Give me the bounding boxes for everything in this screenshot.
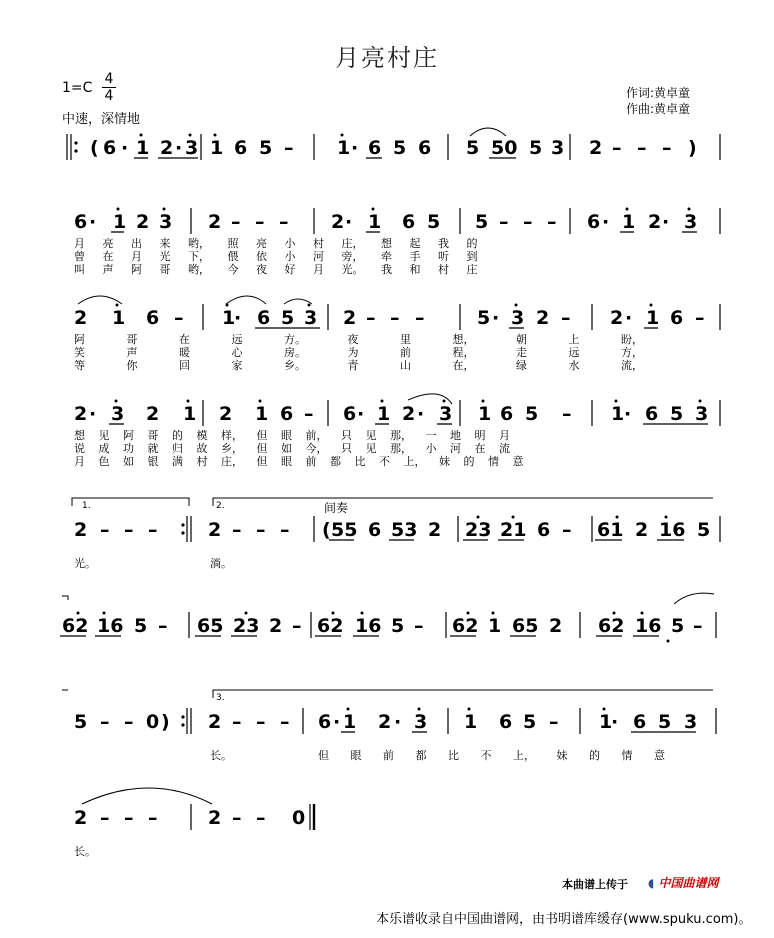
lyric-line: 说 成 功 就 归 故 乡， 但 如 今， 只 见 那， 小 河 在 流 (74, 442, 510, 455)
note: – (284, 137, 294, 159)
note: 1 (183, 403, 197, 425)
note: 3 (159, 211, 173, 233)
note: 16 (659, 519, 686, 541)
note: 2 (74, 403, 88, 425)
note: 2 (610, 307, 624, 329)
note: – (390, 307, 400, 329)
note: 62 (62, 615, 89, 637)
note: 6 (318, 711, 332, 733)
note: 6 (234, 137, 248, 159)
note: 5 (281, 307, 295, 329)
note: – (256, 519, 266, 541)
note: – (366, 307, 376, 329)
note: – (523, 211, 533, 233)
lyric-line: 但 眼 前 都 比 不 上， 妹 的 情 意 (318, 749, 665, 762)
note: · (602, 211, 610, 233)
note: 1 (478, 403, 492, 425)
note: 6 (587, 211, 601, 233)
note: 2 (331, 211, 345, 233)
note: 2 (208, 519, 222, 541)
lyric-line: 叫 声 阿 哥 哟， 今 夜 好 月 光。 我 和 村 庄 (74, 263, 478, 276)
note: 2 (269, 615, 283, 637)
note: 5 (658, 711, 672, 733)
note: 2 (208, 807, 222, 829)
note: 2 (208, 211, 222, 233)
note: 2 (402, 403, 416, 425)
note: 2 (428, 519, 442, 541)
note: – (124, 519, 134, 541)
note: 2 (635, 519, 649, 541)
note: 2 (549, 615, 563, 637)
note: 61 (597, 519, 624, 541)
note: 3 (695, 403, 709, 425)
note: 2 (589, 137, 603, 159)
note: – (415, 307, 425, 329)
note: 1 (337, 137, 351, 159)
note: · (89, 403, 97, 425)
note: 2 (136, 211, 150, 233)
note: 16 (355, 615, 382, 637)
note: 23 (465, 519, 492, 541)
note: 6 (402, 211, 416, 233)
note: 3 (439, 403, 453, 425)
note: · (175, 137, 183, 159)
time-top: 4 (104, 71, 114, 87)
low-octave-dots (667, 640, 670, 643)
system-2-notes (74, 211, 697, 233)
note: · (611, 711, 619, 733)
logo-icon: ◖ (648, 876, 655, 890)
note: 1 (611, 403, 625, 425)
note: – (695, 307, 705, 329)
note: 2 (146, 403, 160, 425)
note: 6 (257, 307, 271, 329)
note: – (148, 807, 158, 829)
note: 6 (103, 137, 117, 159)
note: 65 (512, 615, 539, 637)
note: 1 (368, 211, 382, 233)
note: – (255, 211, 265, 233)
interlude-label: 间奏 (324, 501, 349, 515)
logo-text: 中国曲谱网 (658, 876, 719, 890)
note: – (231, 211, 241, 233)
note: – (232, 807, 242, 829)
note: ( (322, 519, 331, 541)
note: 6 (146, 307, 160, 329)
note: 1 (136, 137, 150, 159)
note: 5 (475, 211, 489, 233)
lyricist-credit: 作词:黄卓童 (625, 86, 690, 100)
note: · (625, 307, 633, 329)
note: 1 (488, 615, 502, 637)
note: 65 (197, 615, 224, 637)
ending-3-label: 3. (216, 693, 225, 703)
note: – (562, 519, 572, 541)
note: · (394, 711, 402, 733)
note: 1 (464, 711, 478, 733)
note: – (100, 519, 110, 541)
note: – (100, 807, 110, 829)
note: 1 (377, 403, 391, 425)
tempo-marking: 中速，深情地 (62, 112, 141, 127)
note: 3 (185, 137, 199, 159)
lyric-line: 长。 (74, 845, 96, 858)
note: – (280, 519, 290, 541)
lyric-line: 月 亮 出 来 哟， 照 亮 小 村 庄， 想 起 我 的 (74, 237, 478, 250)
note: 50 (491, 137, 518, 159)
note: 5 (671, 615, 685, 637)
note: · (234, 307, 242, 329)
note: · (345, 211, 353, 233)
note: 2 (74, 519, 88, 541)
note: 53 (391, 519, 418, 541)
note: 16 (97, 615, 124, 637)
upload-note: 本曲谱上传于 (562, 878, 628, 891)
lyrics (74, 236, 665, 858)
note: 16 (635, 615, 662, 637)
note: 1 (599, 711, 613, 733)
ending-1-label: 1. (82, 501, 91, 511)
note: 1 (622, 211, 636, 233)
note: 3 (684, 211, 698, 233)
note: 2 (378, 711, 392, 733)
note: 5 (391, 615, 405, 637)
note: 3 (684, 711, 698, 733)
note: 2 (74, 807, 88, 829)
system-7-notes (74, 711, 697, 733)
note: 1 (343, 711, 357, 733)
note: – (256, 711, 266, 733)
note: 1 (210, 137, 224, 159)
note: 62 (452, 615, 479, 637)
note: – (232, 711, 242, 733)
lyric-line: 曾 在 月 光 下， 偎 依 小 河 旁， 牵 手 听 到 (74, 250, 478, 263)
note: 6 (670, 307, 684, 329)
note: 21 (500, 519, 527, 541)
note: 6 (633, 711, 647, 733)
note: 5 (477, 307, 491, 329)
note: 5 (259, 137, 273, 159)
note: – (612, 137, 622, 159)
note: – (693, 615, 703, 637)
note: · (357, 403, 365, 425)
note: 5 (134, 615, 148, 637)
note: 6 (343, 403, 357, 425)
lyric-line: 长。 (210, 749, 232, 762)
note: 6 (368, 519, 382, 541)
note: 5 (670, 403, 684, 425)
note: 1 (255, 403, 269, 425)
note: · (417, 403, 425, 425)
source-note: 本乐谱收录自中国曲谱网，由书明谱库缓存(www.spuku.com)。 (376, 912, 752, 927)
note: – (158, 615, 168, 637)
lyric-line: 淌。 (210, 557, 232, 570)
note: 6 (499, 711, 513, 733)
note: – (280, 711, 290, 733)
note: 3 (111, 403, 125, 425)
note: 5 (523, 711, 537, 733)
note: – (148, 519, 158, 541)
note: 2 (208, 711, 222, 733)
note: 1 (113, 211, 127, 233)
note: – (256, 807, 266, 829)
note: – (547, 211, 557, 233)
lyric-line: 月 色 如 银 满 村 庄， 但 眼 前 都 比 不 上， 妹 的 情 意 (74, 455, 524, 468)
note: 0 (146, 711, 160, 733)
note: 55 (331, 519, 358, 541)
note: – (174, 307, 184, 329)
note: – (232, 519, 242, 541)
note: 2 (648, 211, 662, 233)
system-4-notes (74, 403, 708, 425)
lyric-line: 等 你 回 家 乡。 青 山 在， 绿 水 流， (74, 359, 643, 372)
note: 3 (551, 137, 565, 159)
note: 6 (645, 403, 659, 425)
note: 6 (280, 403, 294, 425)
note: 1 (112, 307, 126, 329)
site-logo (648, 874, 719, 891)
note: ( (90, 137, 99, 159)
note: – (100, 711, 110, 733)
note: 5 (525, 403, 539, 425)
note: – (414, 615, 424, 637)
note: 5 (427, 211, 441, 233)
composer-credit: 作曲:黄卓童 (625, 102, 690, 116)
note: 6 (74, 211, 88, 233)
note: 2 (74, 307, 88, 329)
page-title: 月亮村庄 (335, 44, 439, 72)
note: 5 (74, 711, 88, 733)
note: 1 (646, 307, 660, 329)
note: – (279, 211, 289, 233)
key-signature: 1=C (62, 80, 93, 96)
note: 1 (222, 307, 236, 329)
note: · (89, 211, 97, 233)
lyric-line: 光。 (74, 557, 96, 570)
note: 3 (414, 711, 428, 733)
note: 2 (219, 403, 233, 425)
note: 5 (529, 137, 543, 159)
note: – (292, 615, 302, 637)
note: · (662, 211, 670, 233)
note: – (124, 711, 134, 733)
note: – (124, 807, 134, 829)
system-1-notes (90, 137, 697, 159)
system-8-notes (74, 807, 305, 829)
note: ) (161, 711, 170, 733)
note: 5 (697, 519, 711, 541)
note: – (499, 211, 509, 233)
note: ) (688, 137, 697, 159)
system-5-notes (74, 519, 710, 541)
note: 5 (466, 137, 480, 159)
note: 0 (292, 807, 306, 829)
note: – (561, 307, 571, 329)
note: · (624, 403, 632, 425)
note: – (562, 403, 572, 425)
note: 6 (368, 137, 382, 159)
note: · (121, 137, 129, 159)
note: 62 (598, 615, 625, 637)
note: – (637, 137, 647, 159)
note: – (662, 137, 672, 159)
note: 3 (511, 307, 525, 329)
time-bottom: 4 (104, 88, 114, 104)
note: 5 (393, 137, 407, 159)
note: · (333, 711, 341, 733)
note: · (492, 307, 500, 329)
note: 62 (317, 615, 344, 637)
note: 6 (418, 137, 432, 159)
system-3-notes (74, 307, 705, 329)
note: – (304, 403, 314, 425)
lyric-line: 想 见 阿 哥 的 模 样， 但 眼 前， 只 见 那， 一 地 明 月 (74, 429, 510, 442)
note: 3 (304, 307, 318, 329)
note: 23 (233, 615, 260, 637)
note: – (549, 711, 559, 733)
note: 6 (537, 519, 551, 541)
lyric-line: 笑 声 暖 心 房。 为 前 程， 走 远 方， (74, 346, 643, 359)
lyric-line: 阿 哥 在 远 方。 夜 里 想， 朝 上 盼， (74, 333, 643, 346)
ending-2-label: 2. (216, 501, 225, 511)
note: 2 (536, 307, 550, 329)
note: 6 (500, 403, 514, 425)
note: 2 (343, 307, 357, 329)
system-6-notes (62, 615, 703, 637)
note: · (351, 137, 359, 159)
note: 2 (160, 137, 174, 159)
